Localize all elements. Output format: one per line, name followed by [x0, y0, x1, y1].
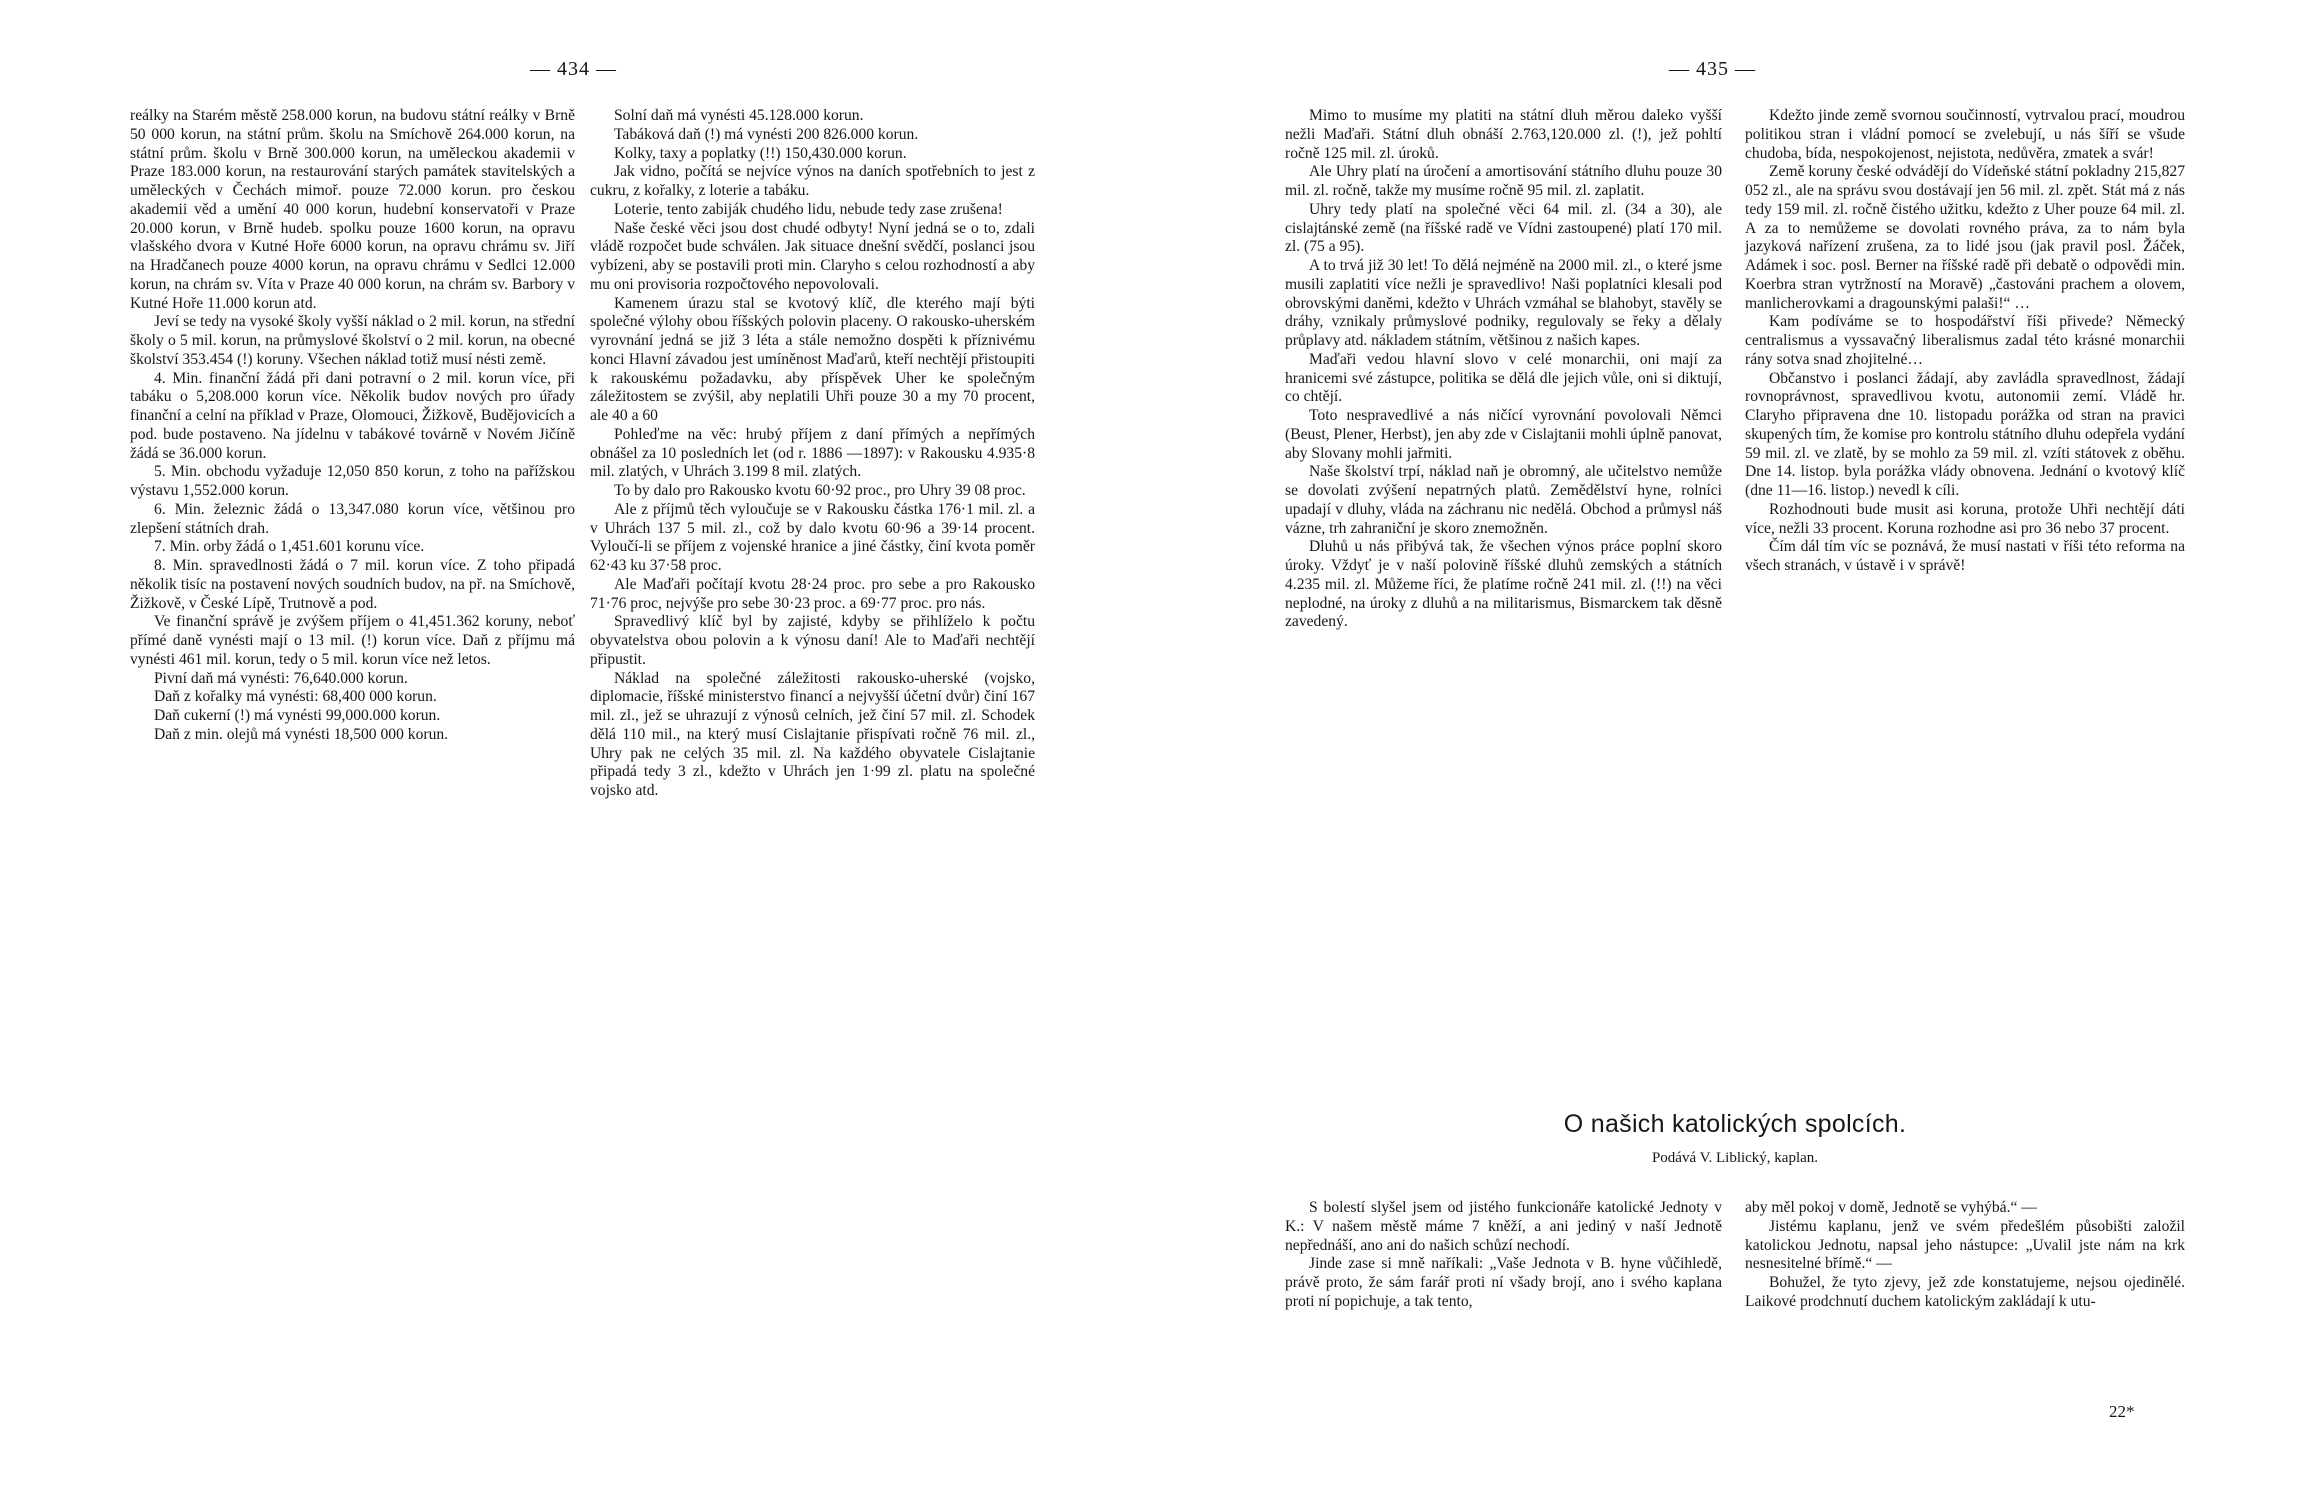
paragraph: Rozhodnouti bude musit asi koruna, protože Uhři nechtějí dáti více, nežli 33 procent. Koruna rozhodne asi pro 36 nebo 37 procent.: [1745, 500, 2185, 537]
paragraph: Uhry tedy platí na společné věci 64 mil. zl. (34 a 30), ale cislajtánské země (na říšské radě ve Vídni zastoupené) platí 170 mil. zl. (75 a 95).: [1285, 200, 1722, 256]
paragraph: Země koruny české odvádějí do Vídeňské státní pokladny 215,827 052 zl., ale na správu svou dostávají jen 56 mil. zl. zpět. Stát má z nás tedy 159 mil. zl. ročně čistého užitku, kdežto z Uher pouze 64 mil. zl. A za to nemůžeme se dovolati rovného práva, za to nám byla jazyková nařízení zrušena, za to lidé jsou (jak pravil posl. Žáček, Adámek i soc. posl. Berner na říšské radě při debatě o odpovědi min. Koerbra stran vytržností na Moravě) „častováni prachem a olovem, manlicherovkami a dragounskými palaši!“ …: [1745, 163, 2185, 312]
right-page-column-1: [1285, 107, 1722, 632]
paragraph: Daň cukerní (!) má vynésti 99,000.000 korun.: [154, 707, 441, 724]
paragraph: Občanstvo i poslanci žádají, aby zavládla spravedlnost, žádají rovnoprávnost, spravedlivou kvotu, autonomii zemí. Vládě hr. Claryho připravena dne 10. listopadu porážka od stran na pravici skupených tím, že komise pro kontrolu státního dluhu odepřela vydání 59 mil. zl. ve zlatě, by se mohlo za 59 mil. zl. vzíti státovek z oběhu. Dne 14. listop. byla porážka vlády obnovena. Jednání o kvotový klíč (dne 11—16. listop.) nevedl k cíli.: [1745, 369, 2186, 499]
paragraph: Pivní daň má vynésti: 76,640.000 korun.: [154, 669, 408, 687]
paragraph: Maďaři vedou hlavní slovo v celé monarchii, oni mají za hranicemi své zástupce, politika se dělá dle jejich vůle, oni si diktují, co chtějí.: [1285, 350, 1722, 406]
paragraph: S bolestí slyšel jsem od jistého funkcionáře katolické Jednoty v K.: V našem městě máme 7 kněží, a ani jediný v naší Jednotě nepřednáší, ano ani do našich schůzí nechodí.: [1285, 1199, 1722, 1254]
paragraph: Daň z min. olejů má vynésti 18,500 000 korun.: [154, 725, 449, 743]
article-byline: Podává V. Liblický, kaplan.: [1651, 1150, 1819, 1166]
paragraph: Loterie, tento zabiják chudého lidu, nebude tedy zase zrušena!: [614, 200, 1003, 218]
paragraph: 7. Min. orby žádá o 1,451.601 korunu více.: [154, 538, 425, 556]
paragraph: Kdežto jinde země svornou součinností, vytrvalou prací, moudrou politikou stran i vládní pomocí se zvelebují, u nás šíří se všude chudoba, bída, nespokojenost, nejistota, nedůvěra, zmatek a svár!: [1745, 107, 2185, 162]
paragraph: Daň z kořalky má vynésti: 68,400 000 korun.: [154, 688, 437, 706]
paragraph: Náklad na společné záležitosti rakousko-uherské (vojsko, diplomacie, říšské ministerstvo financí a nejvyšší účetní dvůr) činí 167 mil. zl., jež se uhrazují z výnosů celních, jež činí 57 mil. zl. Schodek dělá 110 mil., na který musí Cislajtanie přispívati ročně 76 mil. zl., Uhry pak ne celých 35 mil. zl. Na každého obyvatele Cislajtanie připadá tedy 3 zl., kdežto v Uhrách jen 1·99 zl. platu na společné vojsko atd.: [590, 669, 1035, 799]
paragraph: Čím dál tím víc se poznává, že musí nastati v říši této reforma na všech stranách, v ústavě i v správě!: [1745, 538, 2185, 574]
paragraph: 8. Min. spravedlnosti žádá o 7 mil. korun více. Z toho připadá několik tisíc na postavení nových soudních budov, na př. na Smíchově, Žižkově, v České Lípě, Trutnově a pod.: [130, 557, 575, 612]
paragraph: Ale Uhry platí na úročení a amortisování státního dluhu pouze 30 mil. zl. ročně, takže my musíme ročně 95 mil. zl. zaplatit.: [1285, 163, 1722, 199]
paragraph: Kamenem úrazu stal se kvotový klíč, dle kterého mají býti společné výlohy obou říšských polovin placeny. O rakousko-uherském vyrovnání jedná se již 3 léta a stále nemožno dospěti k příznivému konci Hlavní závadou jest umíněnost Maďarů, kteří nechtějí přistoupiti k rakouskému požadavku, aby příspěvek Uher ke společným záležitostem se zvýšil, aby neplatili Uhři pouze 30 a my 70 procent, ale 40 a 60: [590, 294, 1035, 424]
paragraph: 5. Min. obchodu vyžaduje 12,050 850 korun, z toho na pařížskou výstavu 1,552.000 korun.: [130, 463, 575, 499]
paragraph: A to trvá již 30 let! To dělá nejméně na 2000 mil. zl., o které jsme musili zaplatiti více nežli je spravedlivo! Naši poplatníci klesali pod obrovskými daněmi, kdežto v Uhrách vzmáhal se blahobyt, stavěly se dráhy, vznikaly průmyslové podniky, regulovaly se řeky a dělaly průplavy atd. nákladem státním, většinou z našich kapes.: [1285, 257, 1722, 349]
left-page-column-2: [590, 107, 1035, 801]
paragraph: 4. Min. finanční žádá při dani potravní o 2 mil. korun více, při tabáku o 5,208.000 korun více. Několik budov nových pro úřady finanční a celní na příklad v Praze, Olomouci, Žižkově, Budějovicích a pod. bude postaveno. Na jídelnu v tabákové továrně v Novém Jičíně žádá se 36.000 korun.: [130, 369, 575, 462]
paragraph: Jeví se tedy na vysoké školy vyšší náklad o 2 mil. korun, na střední školy o 5 mil. korun, na průmyslové školství o 2 mil. korun, na obecné školství 353.454 (!) koruny. Všechen náklad totiž musí nésti země.: [130, 313, 575, 368]
article-title: O našich katolických spolcích.: [1563, 1110, 1907, 1138]
paragraph: Kolky, taxy a poplatky (!!) 150,430.000 korun.: [614, 144, 907, 162]
paragraph: Mimo to musíme my platiti na státní dluh měrou daleko vyšší nežli Maďaři. Státní dluh obnáší 2.763,120.000 zl. (!), jež pohltí ročně 125 mil. zl. úroků.: [1285, 107, 1722, 162]
paragraph: Ve finanční správě je zvýšem příjem o 41,451.362 koruny, neboť přímé daně vynésti mají o 13 mil. (!) korun více. Daň z příjmu má vynésti 461 mil. korun, tedy o 5 mil. korun více než letos.: [130, 613, 575, 668]
paragraph: Pohleďme na věc: hrubý příjem z daní přímých a nepřímých obnášel za 10 posledních let (od r. 1886 —1897): v Rakousku 4.935·8 mil. zlatých, v Uhrách 3.199 8 mil. zlatých.: [590, 425, 1035, 481]
page-number-right: — 435 —: [1669, 58, 1756, 80]
paragraph: Naše školství trpí, náklad naň je obromný, ale učitelstvo nemůže se dovolati zvýšení nepatrných platů. Zemědělství hyne, rolníci upadají v dluhy, vláda na záchranu nic nedělá. Obchod a průmysl náš vázne, trh zahraniční je skoro znemožněn.: [1285, 463, 1722, 537]
page-number-left: — 434 —: [530, 58, 617, 80]
signature-mark: 22*: [2109, 1402, 2135, 1421]
paragraph: Tabáková daň (!) má vynésti 200 826.000 korun.: [614, 125, 919, 143]
paragraph: To by dalo pro Rakousko kvotu 60·92 proc., pro Uhry 39 08 proc.: [614, 482, 1026, 499]
article-column-1: [1285, 1199, 1722, 1312]
paragraph: Naše české věci jsou dost chudé odbyty! Nyní jedná se o to, zdali vládě rozpočet bude schválen. Jak situace dnešní svědčí, poslanci jsou vybízeni, aby se postavili proti min. Claryho s celou rozhodností a aby mu oni provisoria rozpočtového nepovolovali.: [590, 219, 1035, 293]
paragraph: Ale Maďaři počítají kvotu 28·24 proc. pro sebe a pro Rakousko 71·76 proc, nejvýše pro sebe 30·23 proc. a 69·77 proc. pro nás.: [590, 575, 1035, 612]
paragraph: Solní daň má vynésti 45.128.000 korun.: [614, 107, 864, 124]
paragraph: reálky na Starém městě 258.000 korun, na budovu státní reálky v Brně 50 000 korun, na státní prům. školu na Smíchově 264.000 korun, na státní prům. školu v Brně 300.000 korun, na uměleckou akademii v Praze 183.000 korun, na restaurování starých památek stavitelských a uměleckých v Čechách mimoř. pouze 72.000 korun. pro českou akademii věd a umění 40 000 korun, hudební konservatoři v Praze 20.000 korun, v Brně hudeb. spolku pouze 1600 korun, na opravu vlašského dvora v Kutné Hoře 6000 korun, na opravu chrámu sv. Jiří na Hradčanech pouze 4000 korun, na opravu chrámu v Sedlci 12.000 korun, na chrám sv. Víta v Praze 40 000 korun, na chrám sv. Barbory v Kutné Hoře 11.000 korun atd.: [130, 107, 575, 312]
paragraph: Jinde zase si mně naříkali: „Vaše Jednota v B. hyne vůčihledě, právě proto, že sám farář proti ní všady brojí, ano i svého kaplana proti ní popichuje, a tak tento,: [1285, 1255, 1722, 1310]
paragraph: aby měl pokoj v domě, Jednotě se vyhýbá.“ —: [1745, 1199, 2037, 1216]
paragraph: Jistému kaplanu, jenž ve svém předešlém působišti založil katolickou Jednotu, napsal jeho nástupce: „Uvalil jste nám na krk nesnesitelné břímě.“ —: [1745, 1217, 2185, 1273]
paragraph: Ale z příjmů těch vyloučuje se v Rakousku částka 176·1 mil. zl. a v Uhrách 137 5 mil. zl., což by dalo kvotu 60·96 a 39·14 procent. Vyloučí-li se příjem z vojenské hranice a jiné částky, činí kvota poměr 62·43 ku 37·58 proc.: [590, 500, 1035, 574]
paragraph: Spravedlivý klíč byl by zajisté, kdyby se přihlíželo k počtu obyvatelstva obou polovin a k výnosu daní! Ale to Maďaři nechtějí připustit.: [590, 613, 1035, 668]
right-page: [1149, 0, 2298, 1500]
paragraph: 6. Min. železnic žádá o 13,347.080 korun více, většinou pro zlepšení státních drah.: [130, 500, 575, 537]
paragraph: Bohužel, že tyto zjevy, jež zde konstatujeme, nejsou ojedinělé. Laikové prodchnutí duchem katolickým zakládají k utu-: [1745, 1274, 2185, 1310]
right-page-column-2: [1745, 107, 2185, 576]
left-page-column-1: [130, 107, 575, 745]
paragraph: Dluhů u nás přibývá tak, že všechen výnos práce poplní skoro úroky. Vždyť je v naší polovině říšské dluhů zemských a státních 4.235 mil. zl. Můžeme říci, že platíme ročně 241 mil. zl. (!!) na věci neplodné, na úroky z dluhů a na militarismus, Bismarckem tak děsně zavedený.: [1285, 538, 1722, 631]
paragraph: Kam podíváme se to hospodářství říši přivede? Německý centralismus a vyssavačný liberalismus zadal této krásné monarchii rány sotva snad zhojitelné…: [1745, 313, 2185, 368]
paragraph: Jak vidno, počítá se nejvíce výnos na daních spotřebních to jest z cukru, z kořalky, z loterie a tabáku.: [590, 163, 1035, 199]
article-column-2: [1745, 1199, 2185, 1312]
paragraph: Toto nespravedlivé a nás ničící vyrovnání povolovali Němci (Beust, Plener, Herbst), jen aby zde v Cislajtanii mohli úplně panovat, aby Slovany mohli jařmiti.: [1285, 407, 1722, 462]
